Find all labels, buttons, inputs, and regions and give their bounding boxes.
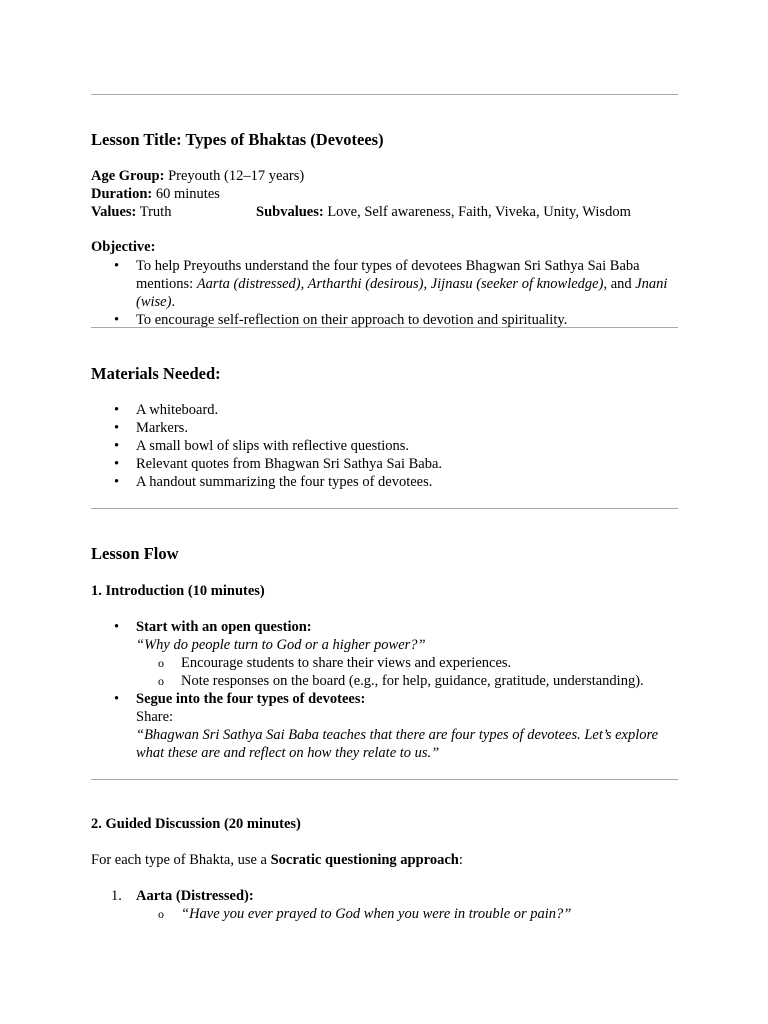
values-label: Values: <box>91 204 137 220</box>
material-text: Markers. <box>136 420 188 436</box>
list-item <box>91 887 678 905</box>
lesson-flow-heading: Lesson Flow <box>91 544 179 563</box>
duration-label: Duration: <box>91 186 153 202</box>
list-item <box>91 672 678 690</box>
bullet-icon: • <box>114 402 120 418</box>
subvalues-value: Love, Self awareness, Faith, Viveka, Unity, Wisdom <box>323 204 631 220</box>
segue-share: Share: <box>136 709 174 725</box>
guided-intro-bold: Socratic questioning approach <box>270 852 459 868</box>
divider <box>91 508 678 509</box>
material-text: A handout summarizing the four types of devotees. <box>136 474 433 490</box>
list-item <box>91 401 678 419</box>
objective-text-end: . <box>171 294 176 310</box>
segue-quote <box>136 726 678 762</box>
list-item <box>91 690 678 762</box>
aarta-question: “Have you ever prayed to God when you were in trouble or pain?” <box>181 906 572 922</box>
objective-jnani: Jnani (wise) <box>136 276 668 310</box>
segue-quote-text: “Bhagwan Sri Sathya Sai Baba teaches that there are four types of devotees. Let’s explore what these are and reflect on how they relate to us.” <box>136 727 659 761</box>
open-question-quote <box>136 636 678 654</box>
open-question-text: “Why do people turn to God or a higher power?” <box>136 637 426 653</box>
sub-bullet-icon: o <box>158 907 164 921</box>
material-text: A small bowl of slips with reflective questions. <box>136 438 410 454</box>
material-text: A whiteboard. <box>136 402 219 418</box>
list-item <box>91 257 678 311</box>
guided-intro <box>91 851 678 869</box>
bullet-icon: • <box>114 438 120 454</box>
objective-text: To help Preyouths understand the four types of devotees Bhagwan Sri Sathya Sai Baba mentions: <box>136 258 640 292</box>
objective-list <box>91 257 678 329</box>
age-group-label: Age Group: <box>91 168 165 184</box>
objective-text: To encourage self-reflection on their approach to devotion and spirituality. <box>136 312 568 328</box>
segue-label: Segue into the four types of devotees: <box>136 691 366 707</box>
sub-bullet-icon: o <box>158 656 164 670</box>
introduction-list <box>91 618 678 762</box>
bullet-icon: • <box>114 312 120 328</box>
list-item <box>91 473 678 491</box>
divider-top <box>91 94 678 95</box>
divider <box>91 327 678 328</box>
bhakta-list <box>91 887 678 923</box>
materials-list <box>91 401 678 491</box>
divider <box>91 779 678 780</box>
subvalues <box>256 203 631 221</box>
sub-bullet-icon: o <box>158 674 164 688</box>
bullet-icon: • <box>114 691 120 707</box>
age-group-value: Preyouth (12–17 years) <box>164 168 305 184</box>
sub-item-text: Encourage students to share their views and experiences. <box>181 655 512 671</box>
material-text: Relevant quotes from Bhagwan Sri Sathya Sai Baba. <box>136 456 443 472</box>
list-item <box>91 419 678 437</box>
values <box>91 203 678 221</box>
bullet-icon: • <box>114 420 120 436</box>
materials-heading: Materials Needed: <box>91 364 221 383</box>
age-group <box>91 167 678 185</box>
bullet-icon: • <box>114 456 120 472</box>
objective-heading: Objective: <box>91 239 156 255</box>
list-number: 1. <box>111 888 122 904</box>
objective-types: Aarta (distressed), Artharthi (desirous), Jijnasu (seeker of knowledge) <box>196 276 604 292</box>
bullet-icon: • <box>114 258 120 274</box>
bullet-icon: • <box>114 474 120 490</box>
list-item <box>91 905 678 923</box>
objective-text-and: , and <box>603 276 636 292</box>
introduction-heading: 1. Introduction (10 minutes) <box>91 583 265 599</box>
list-item <box>91 654 678 672</box>
lesson-title: Lesson Title: Types of Bhaktas (Devotees) <box>91 130 384 149</box>
guided-intro-text: For each type of Bhakta, use a <box>91 852 271 868</box>
duration <box>91 185 678 203</box>
list-item <box>91 455 678 473</box>
open-question-label: Start with an open question: <box>136 619 312 635</box>
list-item <box>91 618 678 654</box>
guided-discussion-heading: 2. Guided Discussion (20 minutes) <box>91 816 301 832</box>
bullet-icon: • <box>114 619 120 635</box>
guided-intro-colon: : <box>458 852 463 868</box>
duration-value: 60 minutes <box>152 186 220 202</box>
values-value: Truth <box>136 204 172 220</box>
subvalues-label: Subvalues: <box>256 204 324 220</box>
aarta-label: Aarta (Distressed): <box>136 888 254 904</box>
sub-item-text: Note responses on the board (e.g., for help, guidance, gratitude, understanding). <box>181 673 644 689</box>
list-item <box>91 437 678 455</box>
